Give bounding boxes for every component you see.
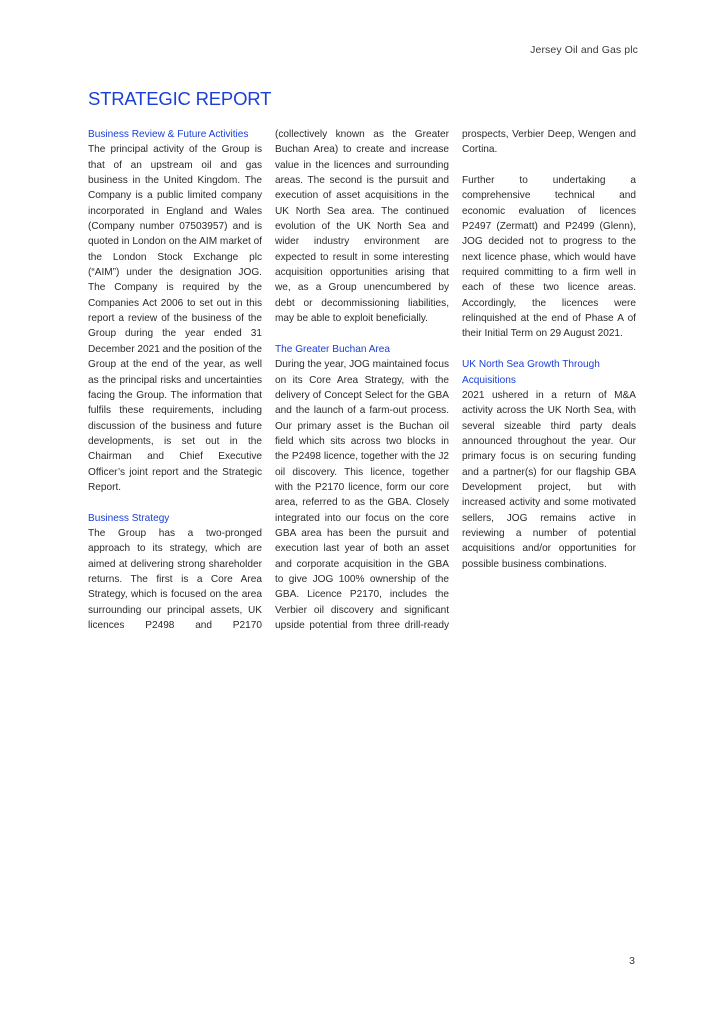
paragraph-greater-buchan-area: During the year, JOG maintained focus on its Core Area Strategy, with the delivery of Concept Select for the GBA and the launch of a farm-out process. Our primary asset is the Buchan oil field which sits across two blocks in the P2498 licence, together with the J2 oil discovery. This licence, together with the P2170 licence, form our core area, referred to as the GBA. Closely integrated into our focus on the core GBA area has been the pursuit and execution last year of both an asset and corporate acquisition in the GBA to give JOG 100% ownership of the GBA. Licence P2170, includes the Verbier oil discovery and significant upside potential from three drill-ready	[275, 359, 449, 631]
heading-business-strategy: Business Strategy	[88, 512, 170, 524]
paragraph-business-review: The principal activity of the Group is that of an upstream oil and gas business in the United Kingdom. The Company is a public limited company incorporated in England and Wales (Company number 07503957) and is quoted in London on the AIM market of the London Stock Exchange plc (“AIM”) under the designation JOG. The Company is required by the Companies Act 2006 to set out in this report a review of the business of the Group during the year ended 31 December 2021 and the position of the Group at the end of the year, as well as the principal risks and uncertainties facing the Group. The information that fulfils these requirements, including discussion of the business and future developments, is set out in the Chairman and Chief Executive Officer’s joint report and the Strategic Report.	[88, 144, 262, 493]
heading-greater-buchan-area: The Greater Buchan Area	[275, 343, 391, 355]
page-title: STRATEGIC REPORT	[88, 88, 272, 109]
heading-uk-growth-acquisitions: UK North Sea Growth Through Acquisitions	[462, 359, 600, 386]
paragraph-business-strategy: The Group has a two-pronged approach to its strategy, which are aimed at delivering strong shareholder returns. The first is a Core Area Strategy, which is focused on the area surrounding our principal assets, UK licences P2498 and P2170	[88, 527, 262, 631]
paragraph-greater-buchan-area-continued: prospects, Verbier Deep, Wengen and Cortina.	[462, 129, 636, 156]
paragraph-uk-growth-acquisitions: 2021 ushered in a return of M&A activity across the UK North Sea, with several sizeable third party deals announced throughout the year. Our primary focus is on securing funding and a partner(s) for our flagship GBA Development project, but with increased activity and some motivated sellers, JOG remains active in reviewing a number of potential acquisitions and/or opportunities for possible business combinations.	[462, 389, 636, 570]
column-right	[462, 127, 636, 572]
column-middle	[275, 127, 449, 633]
paragraph-business-strategy-continued: (collectively known as the Greater Buchan Area) to create and increase value in the licences and surrounding areas. The second is the pursuit and execution of asset acquisitions in the UK North Sea area. The continued evolution of the UK North Sea and wider industry environment are expected to result in some interesting acquisition opportunities arising that we, as a Group unencumbered by debt or decommissioning liabilities, may be able to exploit beneficially.	[275, 129, 449, 325]
page-number: 3	[629, 955, 635, 967]
paragraph-licence-relinquishment: Further to undertaking a comprehensive technical and economic evaluation of licences P2497 (Zermatt) and P2499 (Glenn), JOG decided not to progress to the next licence phase, which would have required committing to a firm well in each of these two licence areas. Accordingly, the licences were relinquished at the end of Phase A of their Initial Term on 29 August 2021.	[462, 175, 636, 340]
heading-business-review: Business Review & Future Activities	[88, 129, 249, 140]
column-left	[88, 127, 262, 633]
company-name: Jersey Oil and Gas plc	[530, 44, 638, 56]
